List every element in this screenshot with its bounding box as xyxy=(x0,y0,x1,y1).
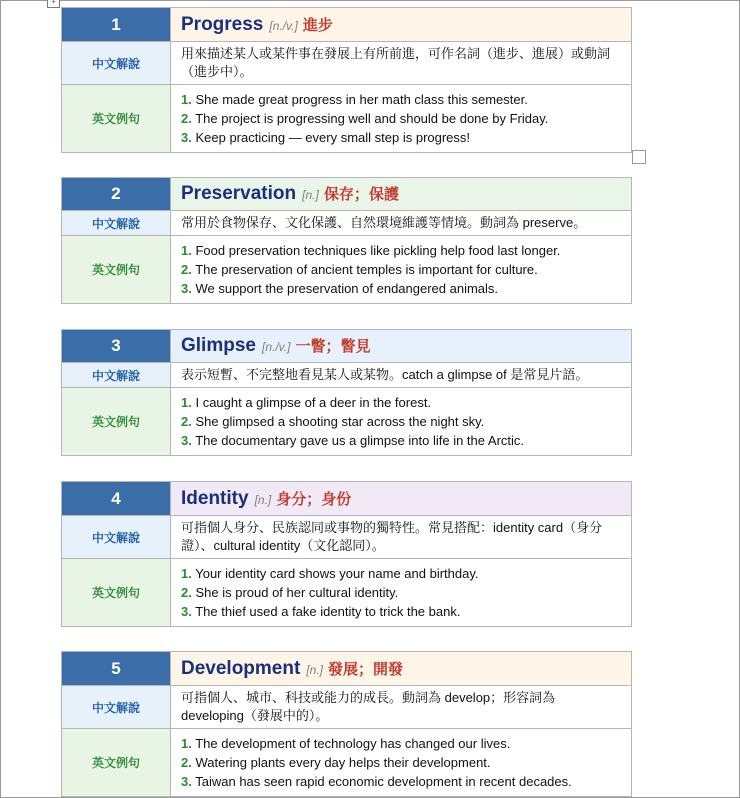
examples-label: 英文例句 xyxy=(62,388,171,456)
entry-number: 5 xyxy=(62,652,171,686)
example-sentence: 3. The thief used a fake identity to trick the bank. xyxy=(181,604,461,619)
definition-label: 中文解說 xyxy=(62,516,171,559)
examples-label: 英文例句 xyxy=(62,85,171,153)
entry-number: 3 xyxy=(62,330,171,363)
definition-text: 表示短暫、不完整地看見某人或某物。catch a glimpse of 是常見片語。 xyxy=(171,363,632,388)
part-of-speech: [n.] xyxy=(306,662,323,677)
example-sentence: 2. She glimpsed a shooting star across the night sky. xyxy=(181,414,485,429)
examples-cell xyxy=(171,85,632,153)
example-sentence: 1. I caught a glimpse of a deer in the forest. xyxy=(181,395,432,410)
chinese-meaning: 一瞥；瞥見 xyxy=(295,338,371,355)
definition-label: 中文解說 xyxy=(62,42,171,85)
entry-number: 2 xyxy=(62,178,171,211)
word: Development xyxy=(181,657,301,679)
example-sentence: 1. She made great progress in her math class this semester. xyxy=(181,92,528,107)
entry-number: 1 xyxy=(62,8,171,42)
examples-label: 英文例句 xyxy=(62,729,171,797)
entry-number: 4 xyxy=(62,482,171,516)
vocab-table-4 xyxy=(61,481,632,627)
examples-cell xyxy=(171,236,632,304)
example-sentence: 3. Keep practicing — every small step is progress! xyxy=(181,130,471,145)
vocab-table-1 xyxy=(61,7,632,153)
example-sentence: 3. Taiwan has seen rapid economic development in recent decades. xyxy=(181,774,572,789)
part-of-speech: [n.] xyxy=(254,492,272,507)
definition-label: 中文解說 xyxy=(62,686,171,729)
example-sentence: 2. The preservation of ancient temples is important for culture. xyxy=(181,262,538,277)
word-header xyxy=(171,330,632,363)
examples-cell xyxy=(171,559,632,627)
examples-cell xyxy=(171,388,632,456)
vocab-table-5 xyxy=(61,651,632,797)
definition-text: 可指個人身分、民族認同或事物的獨特性。常見搭配：identity card（身分證）、cultural identity（文化認同）。 xyxy=(171,516,632,559)
example-sentence: 1. The development of technology has changed our lives. xyxy=(181,736,511,751)
table-move-handle-icon[interactable]: + xyxy=(47,0,60,8)
examples-cell xyxy=(171,729,632,797)
word: Glimpse xyxy=(181,335,256,356)
example-sentence: 1. Food preservation techniques like pickling help food last longer. xyxy=(181,243,561,258)
word-header xyxy=(171,652,632,686)
part-of-speech: [n./v.] xyxy=(261,340,291,354)
examples-label: 英文例句 xyxy=(62,559,171,627)
word-header xyxy=(171,482,632,516)
table-resize-handle-icon[interactable] xyxy=(632,150,646,164)
word: Preservation xyxy=(181,183,297,204)
definition-text: 常用於食物保存、文化保護、自然環境維護等情境。動詞為 preserve。 xyxy=(171,211,632,236)
chinese-meaning: 保存；保護 xyxy=(323,186,399,203)
examples-label: 英文例句 xyxy=(62,236,171,304)
word: Progress xyxy=(181,13,264,35)
example-sentence: 2. Watering plants every day helps their development. xyxy=(181,755,491,770)
definition-text: 可指個人、城市、科技或能力的成長。動詞為 develop；形容詞為 developing（發展中的）。 xyxy=(171,686,632,729)
chinese-meaning: 進步 xyxy=(302,16,333,34)
example-sentence: 2. She is proud of her cultural identity. xyxy=(181,585,399,600)
example-sentence: 2. The project is progressing well and should be done by Friday. xyxy=(181,111,549,126)
vocab-table-2 xyxy=(61,177,632,304)
example-sentence: 3. The documentary gave us a glimpse into life in the Arctic. xyxy=(181,433,525,448)
vocab-table-3 xyxy=(61,329,632,456)
word-header xyxy=(171,178,632,211)
chinese-meaning: 身分；身份 xyxy=(276,490,352,508)
chinese-meaning: 發展；開發 xyxy=(328,660,404,678)
definition-text: 用來描述某人或某件事在發展上有所前進，可作名詞（進步、進展）或動詞（進步中）。 xyxy=(171,42,632,85)
definition-label: 中文解說 xyxy=(62,363,171,388)
word-header xyxy=(171,8,632,42)
word: Identity xyxy=(181,487,249,509)
definition-label: 中文解說 xyxy=(62,211,171,236)
example-sentence: 3. We support the preservation of endangered animals. xyxy=(181,281,499,296)
example-sentence: 1. Your identity card shows your name and birthday. xyxy=(181,566,479,581)
part-of-speech: [n.] xyxy=(302,188,319,202)
part-of-speech: [n./v.] xyxy=(269,18,298,33)
